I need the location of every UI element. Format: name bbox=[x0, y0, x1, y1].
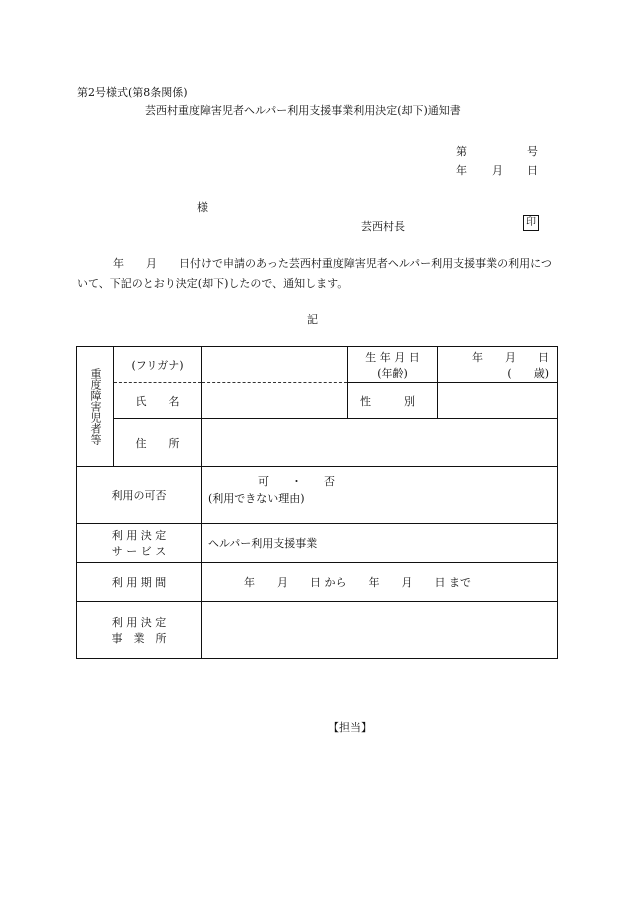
form-number: 第2号様式(第8条関係) bbox=[77, 86, 188, 99]
availability-choice: 可 ・ 否 bbox=[258, 475, 335, 488]
address-label-cell bbox=[114, 419, 202, 467]
sex-label-cell bbox=[348, 383, 438, 419]
furigana-value-cell[interactable] bbox=[202, 347, 348, 383]
availability-label-cell bbox=[77, 467, 202, 524]
provider-label-line2: 事 業 所 bbox=[111, 632, 167, 645]
body-month-label: 月 bbox=[146, 257, 157, 270]
unavailability-reason-label: (利用できない理由) bbox=[208, 492, 305, 505]
service-value: ヘルパー利用支援事業 bbox=[208, 537, 318, 550]
furigana-label: (フリガナ) bbox=[131, 358, 184, 372]
sex-label: 性 別 bbox=[360, 394, 415, 408]
service-value-cell bbox=[202, 524, 558, 563]
provider-value-cell[interactable] bbox=[202, 602, 558, 659]
seal-stamp: 印 bbox=[523, 215, 539, 231]
date-year-label: 年 bbox=[456, 164, 467, 177]
service-label-cell bbox=[77, 524, 202, 563]
date-month-label: 月 bbox=[492, 164, 503, 177]
period-value: 年 月 日 から 年 月 日 まで bbox=[244, 576, 471, 589]
decision-table bbox=[76, 346, 558, 659]
period-value-cell[interactable] bbox=[202, 563, 558, 602]
availability-label: 利用の可否 bbox=[111, 489, 167, 502]
sex-value-cell[interactable] bbox=[438, 383, 558, 419]
document-number-label: 第 bbox=[456, 145, 467, 158]
service-label-line2: サ ー ビ ス bbox=[111, 545, 167, 558]
availability-value-cell[interactable] bbox=[202, 467, 558, 524]
provider-label-cell bbox=[77, 602, 202, 659]
body-text: 日付けで申請のあった芸西村重度障害児者ヘルパー利用支援事業の利用について、下記のとおり決定(却下)したので、通知します。 bbox=[77, 257, 552, 290]
contact-label: 【担当】 bbox=[328, 721, 372, 734]
ki-label: 記 bbox=[307, 313, 318, 326]
document-title: 芸西村重度障害児者ヘルパー利用支援事業利用決定(却下)通知書 bbox=[145, 104, 461, 117]
birth-label-cell bbox=[348, 347, 438, 383]
group-label: 重度障害児者等 bbox=[89, 368, 102, 445]
address-value-cell[interactable] bbox=[202, 419, 558, 467]
name-value-cell[interactable] bbox=[202, 383, 348, 419]
birth-date-placeholder: 年 月 日 bbox=[472, 350, 549, 364]
birth-value-cell[interactable] bbox=[438, 347, 558, 383]
period-label: 利 用 期 間 bbox=[111, 576, 167, 589]
recipient-honorific: 様 bbox=[197, 201, 208, 214]
date-day-label: 日 bbox=[527, 164, 538, 177]
birth-label: 生 年 月 日 bbox=[365, 350, 420, 364]
name-label: 氏 名 bbox=[135, 394, 180, 408]
age-label: (年齢) bbox=[377, 366, 408, 380]
period-label-cell bbox=[77, 563, 202, 602]
body-year-label: 年 bbox=[113, 257, 124, 270]
address-label: 住 所 bbox=[135, 436, 180, 450]
provider-label-line1: 利 用 決 定 bbox=[111, 616, 167, 629]
document-number-suffix: 号 bbox=[527, 145, 538, 158]
furigana-label-cell bbox=[114, 347, 202, 383]
body-paragraph bbox=[77, 254, 554, 294]
group-label-cell bbox=[77, 347, 114, 467]
age-placeholder: ( 歳) bbox=[507, 366, 549, 380]
issuer-name: 芸西村長 bbox=[361, 220, 405, 233]
name-label-cell bbox=[114, 383, 202, 419]
service-label-line1: 利 用 決 定 bbox=[111, 529, 167, 542]
